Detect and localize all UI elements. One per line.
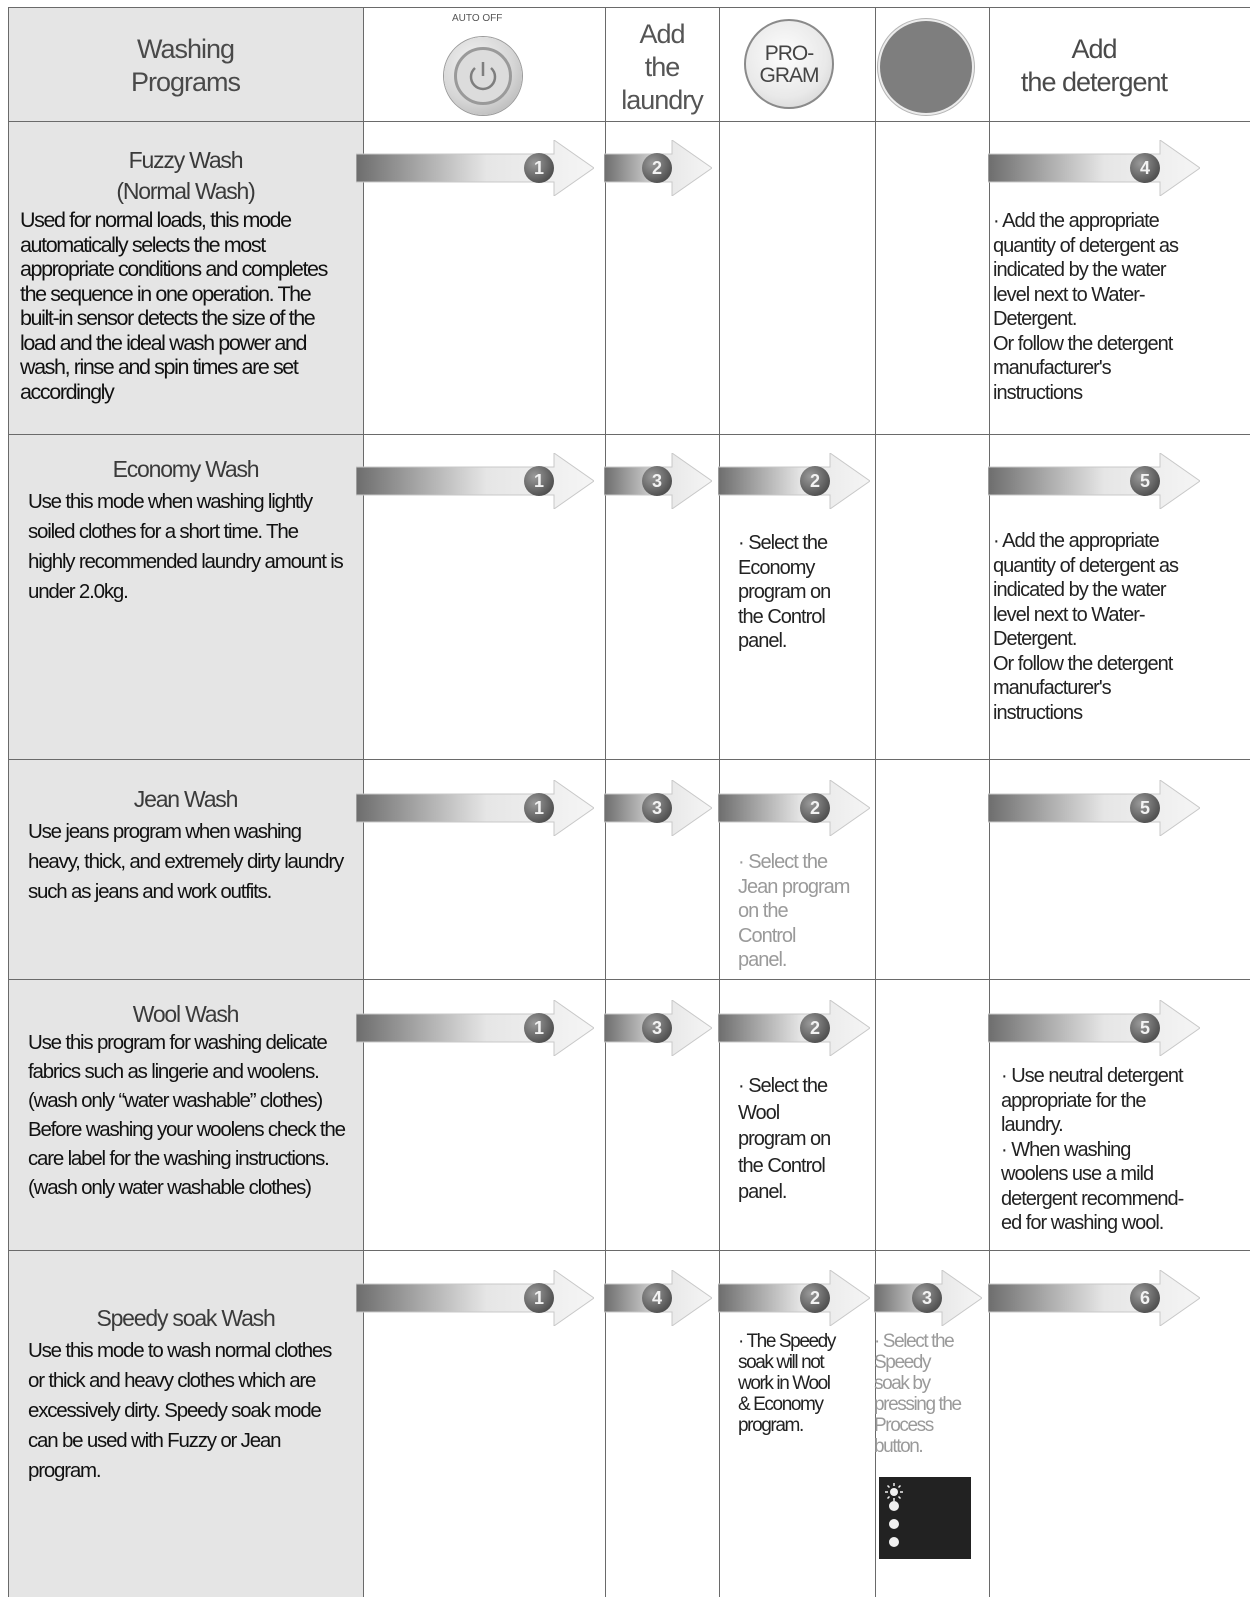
fuzzy-wash-title-line2: (Normal Wash) [116,178,255,204]
step-arrow [874,1270,982,1326]
step-arrow [988,780,1200,836]
step-arrow [356,140,594,196]
step-number-badge: 2 [800,793,830,823]
header-add-laundry-line1: Add [639,19,685,49]
header-add-laundry [605,18,719,117]
economy-wash-title: Economy Wash [112,456,259,482]
indicator-dot [889,1537,899,1547]
process-button[interactable] [880,21,972,113]
step-number-badge: 1 [524,793,554,823]
step-number-badge: 1 [524,1283,554,1313]
wool-program-note: · Select the Wool program on the Control panel. [738,1075,831,1203]
jean-wash-description: Use jeans program when washing heavy, thick, and extremely dirty laundry such as jeans and work outfits. [28,820,344,903]
header-programs [8,33,363,99]
step-number-badge: 5 [1130,466,1160,496]
header-add-detergent-line2: the detergent [1020,67,1168,97]
wool-wash-description: Use this program for washing delicate fabrics such as lingerie and woolens. (wash only “water washable” clothes) Before washing your woolens check the care label for the washing instructions. (wash only water washable clothes) [28,1031,345,1199]
step-arrow [604,1000,712,1056]
jean-program-note: · Select the Jean program on the Control panel. [738,851,850,971]
header-add-detergent [989,33,1199,99]
step-arrow [604,140,712,196]
speedy-program-note: · The Speedy soak will not work in Wool & Economy program. [738,1331,835,1436]
sun-icon [884,1482,904,1502]
indicator-dot [889,1501,899,1511]
power-button[interactable] [444,37,522,115]
step-arrow [356,1270,594,1326]
economy-program-note: · Select the Economy program on the Control panel. [738,532,831,652]
washing-programs-table [8,7,1250,1597]
step-arrow [718,1000,870,1056]
auto-off-label: AUTO OFF [452,13,503,24]
step-number-badge: 4 [642,1283,672,1313]
step-arrow [988,140,1200,196]
economy-detergent-note: · Add the appropriate quantity of detergent as indicated by the water level next to Water- Detergent. Or follow the detergent manufacturer's instructions [993,530,1179,724]
header-programs-line1: Washing [136,34,235,64]
header-add-laundry-line3: laundry [621,85,703,115]
step-number-badge: 1 [524,466,554,496]
speedy-soak-title: Speedy soak Wash [96,1305,275,1331]
step-arrow [604,1270,712,1326]
step-number-badge: 3 [642,793,672,823]
program-button[interactable] [744,19,834,109]
header-add-laundry-line2: the [644,52,680,82]
speedy-soak-description: Use this mode to wash normal clothes or thick and heavy clothes which are excessively dirty. Speedy soak mode can be used with Fuzzy or Jean program. [28,1339,332,1482]
header-programs-line2: Programs [130,67,241,97]
step-number-badge: 4 [1130,153,1160,183]
step-number-badge: 2 [800,1013,830,1043]
step-arrow [988,1270,1200,1326]
fuzzy-wash-description: Used for normal loads, this mode automatically selects the most appropriate conditions and completes the sequence in one operation. The built-in sensor detects the size of the load and the ideal wash power and wash, rinse and spin times are set accordingly [20,208,327,404]
step-arrow [718,453,870,509]
step-arrow [988,1000,1200,1056]
step-arrow [988,453,1200,509]
step-number-badge: 3 [912,1283,942,1313]
step-number-badge: 1 [524,153,554,183]
step-arrow [718,1270,870,1326]
step-arrow [356,780,594,836]
speedy-process-note: · Select the Speedy soak by pressing the Process button. [874,1331,961,1457]
wool-wash-title: Wool Wash [132,1001,239,1027]
process-indicator-panel [879,1477,971,1559]
step-number-badge: 3 [642,1013,672,1043]
fuzzy-detergent-note: · Add the appropriate quantity of detergent as indicated by the water level next to Water- Detergent. Or follow the detergent manufacturer's instructions [993,210,1179,404]
fuzzy-wash-title [8,145,363,207]
step-arrow [356,1000,594,1056]
step-number-badge: 2 [800,466,830,496]
step-arrow [356,453,594,509]
program-button-label-2: GRAM [759,64,819,87]
fuzzy-wash-title-line1: Fuzzy Wash [128,147,243,173]
header-add-detergent-line1: Add [1071,34,1117,64]
step-number-badge: 2 [642,153,672,183]
indicator-dot [889,1519,899,1529]
step-arrow [604,453,712,509]
step-number-badge: 2 [800,1283,830,1313]
step-number-badge: 5 [1130,793,1160,823]
step-number-badge: 1 [524,1013,554,1043]
wool-detergent-note: · Use neutral detergent appropriate for the laundry. · When washing woolens use a mild detergent recommend- ed for washing wool. [1001,1065,1184,1234]
power-icon [457,50,509,102]
step-arrow [604,780,712,836]
jean-wash-title: Jean Wash [133,786,238,812]
step-number-badge: 6 [1130,1283,1160,1313]
economy-wash-description: Use this mode when washing lightly soiled clothes for a short time. The highly recommended laundry amount is under 2.0kg. [28,490,343,603]
step-arrow [718,780,870,836]
step-number-badge: 3 [642,466,672,496]
step-number-badge: 5 [1130,1013,1160,1043]
program-button-label-1: PRO- [764,42,814,65]
